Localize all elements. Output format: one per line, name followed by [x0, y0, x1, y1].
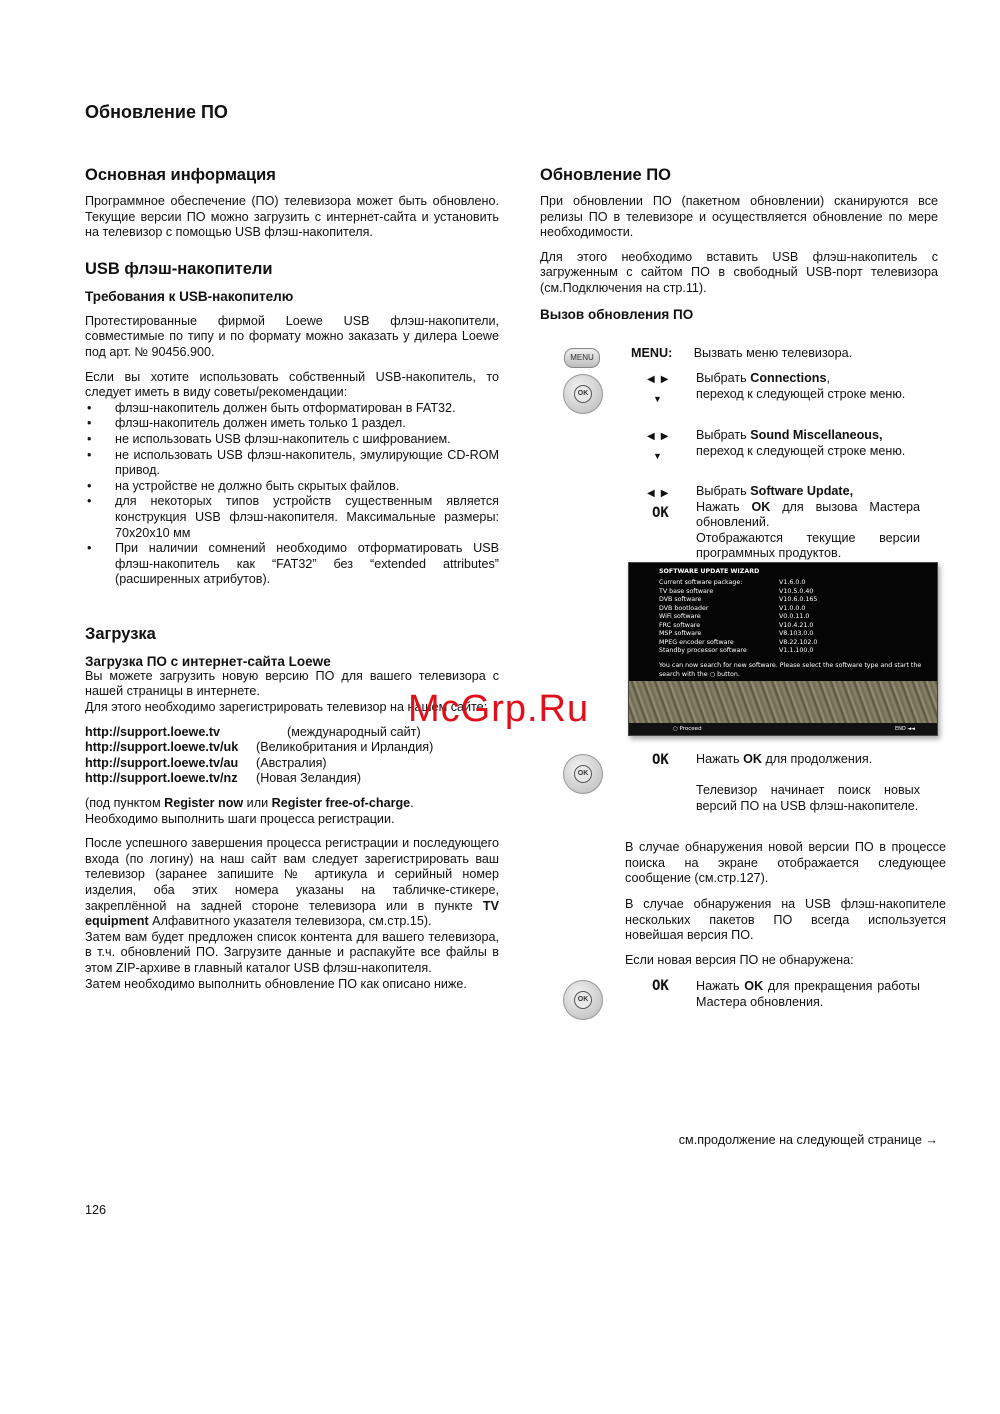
list-item: • флэш-накопитель должен иметь только 1 раздел. — [85, 416, 499, 432]
section-heading-download: Загрузка — [85, 624, 156, 643]
section-heading-usb: USB флэш-накопители — [85, 259, 273, 278]
link-row — [85, 756, 499, 772]
table-row: MSP software V8.103.0.0 — [659, 630, 814, 637]
content-list-text: Затем вам будет предложен список контента для вашего телевизора, в т.ч. обновлений ПО. Загрузите данные и распакуйте все файлы в этом ZIP-архиве в главный каталог USB флэш-накопителя. — [85, 929, 499, 975]
after-registration-text: После успешного завершения процесса регистрации и последующего входа (по логину) на наш сайт вам следует зарегистрировать ваш телевизор (заранее запишите № артикула и серийный номер изделия, оба этих номера указаны на табличке-стикере, закреплённой на задней стороне телевизора или в пункте TV equipment Алфавитного указателя телевизора, см.стр.15). — [85, 836, 499, 929]
tv-wizard-title: SOFTWARE UPDATE WIZARD — [659, 568, 760, 575]
menu-step — [631, 346, 852, 362]
step-cancel-wizard: Нажать OK для прекращения работы Мастера обновления. — [696, 979, 920, 1009]
search-started-text: Телевизор начинает поиск новых версий ПО на USB флэш-накопителе. — [696, 783, 920, 813]
download-subheading: Загрузка ПО с интернет-сайта Loewe — [85, 653, 331, 669]
table-row: FRC software V10.4.21.0 — [659, 621, 814, 629]
menu-button-icon: MENU — [564, 348, 600, 368]
support-link[interactable]: http://support.loewe.tv/au — [85, 755, 239, 770]
table-row: DVB software V10.6.0.165 — [659, 596, 818, 603]
list-item: • При наличии сомнений необходимо отформатировать USB флэш-накопитель как “FAT32” без “extended attributes” (расширенных атрибутов). — [85, 541, 499, 588]
left-column — [85, 166, 499, 992]
table-row: TV base software V10.5.0.40 — [659, 587, 814, 595]
usb-requirements-heading: Требования к USB-накопителю — [85, 288, 294, 304]
link-description: (Австралия) — [256, 755, 327, 770]
tv-wizard-note: You can now search for new software. Please select the software type and start the search with the ○ button. — [659, 662, 922, 678]
update-intro-text: При обновлении ПО (пакетном обновлении) сканируются все релизы ПО в телевизоре и осуществляется обновление по мере необходимости. — [540, 194, 938, 240]
list-item: • флэш-накопитель должен быть отформатирован в FAT32. — [85, 401, 499, 417]
ok-navigation-button-icon: OK — [563, 754, 603, 794]
download-intro-text: Вы можете загрузить новую версию ПО для вашего телевизора с нашей страницы в интернете. — [85, 668, 499, 699]
support-link[interactable]: http://support.loewe.tv/nz — [85, 771, 238, 786]
page-number: 126 — [85, 1203, 107, 1217]
step-continue: Нажать OK для продолжения. — [696, 752, 873, 766]
support-link[interactable]: http://support.loewe.tv — [85, 724, 221, 739]
step-connections: Выбрать Connections, переход к следующей строке меню. — [696, 371, 906, 401]
table-row: WiFi software V0.0.11.0 — [659, 613, 810, 620]
usb-insert-text: Для этого необходимо вставить USB флэш-накопитель с загруженным с сайтом ПО в свободный USB-порт телевизора (см.Подключения на стр.11). — [540, 249, 938, 295]
support-links — [85, 725, 499, 787]
list-item: • на устройстве не должно быть скрытых файлов. — [85, 479, 499, 495]
usb-recommendations-list — [85, 401, 499, 588]
usb-own-text: Если вы хотите использовать собственный USB-накопитель, то следует иметь в виду советы/рекомендации: — [85, 369, 499, 400]
basic-info-text: Программное обеспечение (ПО) телевизора может быть обновлено. Текущие версии ПО можно загрузить с интернет-сайта и установить на телевизор с помощью USB флэш-накопителя. — [85, 194, 499, 240]
tv-end-hint: END ◄◄ — [895, 726, 916, 732]
ok-key-label: OK — [652, 978, 669, 994]
step-sound-misc: Выбрать Sound Miscellaneous, переход к следующей строке меню. — [696, 428, 906, 458]
section-heading-basic: Основная информация — [85, 166, 276, 184]
menu-step-desc: Вызвать меню телевизора. — [693, 346, 853, 360]
down-arrow-icon: ▼ — [653, 394, 662, 404]
link-description: (Великобритания и Ирландия) — [256, 740, 434, 755]
multiple-packages-text: В случае обнаружения на USB флэш-накопителе нескольких пакетов ПО всегда используется новейшая версия ПО. — [625, 897, 946, 943]
menu-key-label: MENU: — [631, 346, 673, 360]
page-title: Обновление ПО — [85, 102, 228, 122]
ok-navigation-button-icon: OK — [563, 980, 603, 1020]
register-intro-text: Для этого необходимо зарегистрировать телевизор на нашем сайте: — [85, 700, 488, 715]
tv-background-image — [629, 681, 937, 723]
tv-proceed-hint: ○ Proceed — [673, 726, 702, 732]
table-row: Current software package: V1.6.0.0 — [659, 579, 806, 586]
tv-screenshot — [628, 562, 938, 736]
step-software-update: Выбрать Software Update, Нажать OK для вызова Мастера обновлений. Отображаются текущие версии программных продуктов. — [696, 484, 920, 561]
list-item: • не использовать USB флэш-накопитель, эмулирующие CD-ROM привод. — [85, 448, 499, 479]
link-row — [85, 740, 499, 756]
table-row: Standby processor software V1.1.100.0 — [659, 647, 814, 654]
table-row: MPEG encoder software V8.22.102.0 — [659, 638, 818, 646]
ok-key-label: OK — [652, 505, 669, 521]
list-item: • не использовать USB флэш-накопитель с шифрованием. — [85, 432, 499, 448]
list-item: • для некоторых типов устройств существенным является конструкция USB флэш-накопителя. Максимальные размеры: 70x20x10 мм — [85, 494, 499, 541]
link-description: (международный сайт) — [287, 724, 421, 739]
usb-tested-text: Протестированные фирмой Loewe USB флэш-накопители, совместимые по типу и по формату можно заказать у дилера Loewe под арт. № 90456.900. — [85, 313, 499, 359]
watermark: McGrp.Ru — [408, 688, 590, 730]
right-column-intro — [540, 166, 938, 322]
link-description: (Новая Зеландия) — [256, 771, 362, 786]
ok-navigation-button-icon: OK — [563, 374, 603, 414]
call-update-heading: Вызов обновления ПО — [540, 306, 694, 322]
continued-note: см.продолжение на следующей странице → — [678, 1133, 938, 1147]
no-version-text: Если новая версия ПО не обнаружена: — [625, 953, 854, 967]
ok-key-label: OK — [652, 752, 669, 768]
left-right-arrows-icon: ◀▶ — [647, 488, 675, 499]
section-heading-update: Обновление ПО — [540, 166, 672, 184]
register-note: (под пунктом Register now или Register free-of-charge. Необходимо выполнить шаги процесса регистрации. — [85, 796, 414, 826]
table-row: DVB bootloader V1.0.0.0 — [659, 604, 806, 612]
tv-version-table — [659, 579, 859, 656]
left-right-arrows-icon: ◀▶ — [647, 374, 675, 385]
link-row — [85, 771, 499, 787]
new-version-found-text: В случае обнаружения новой версии ПО в процессе поиска на экране отображается следующее сообщение (см.стр.127). — [625, 840, 946, 886]
support-link[interactable]: http://support.loewe.tv/uk — [85, 740, 239, 755]
down-arrow-icon: ▼ — [653, 451, 662, 461]
left-right-arrows-icon: ◀▶ — [647, 431, 675, 442]
then-update-text: Затем необходимо выполнить обновление ПО как описано ниже. — [85, 976, 467, 991]
